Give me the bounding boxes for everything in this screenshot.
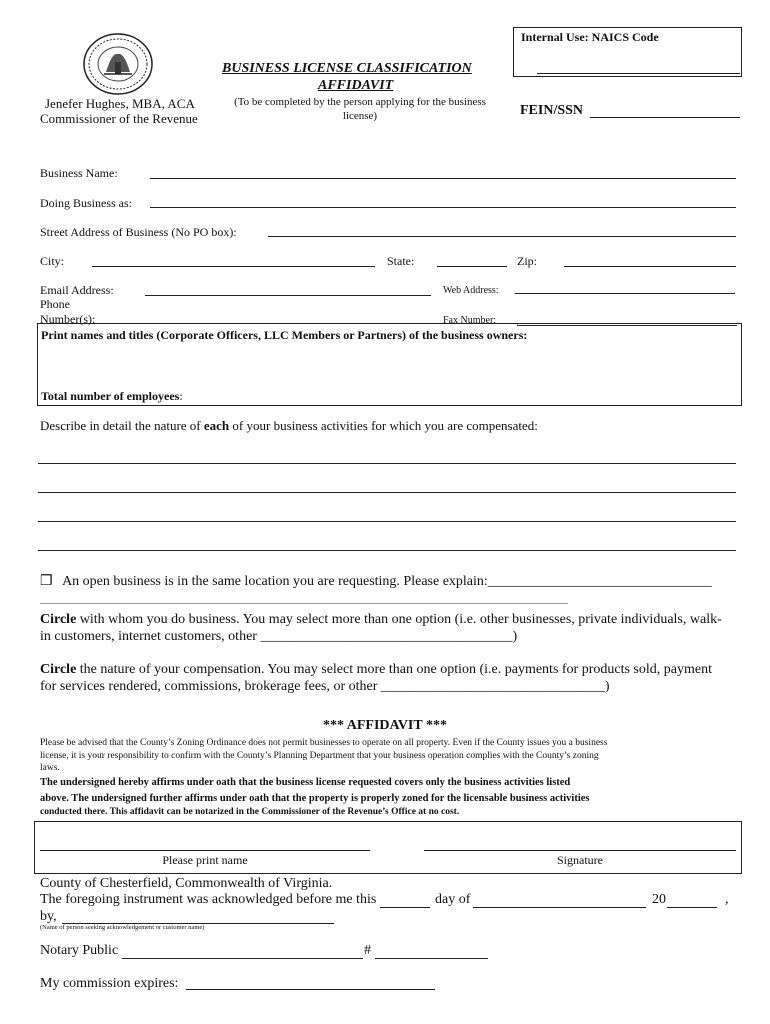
describe-pre: Describe in detail the nature of bbox=[40, 418, 204, 433]
circle-nature-bold: Circle bbox=[40, 662, 77, 677]
ack-year-input[interactable] bbox=[667, 907, 717, 908]
circle-nature-text1: the nature of your compensation. You may select more than one option (i.e. payments for products sold, payment bbox=[76, 662, 712, 677]
describe-each: each bbox=[203, 418, 230, 433]
form-title-line2: AFFIDAVIT bbox=[318, 78, 394, 93]
explain-dashes[interactable]: ________________________________________________________________________________________________ bbox=[40, 593, 568, 605]
web-input[interactable] bbox=[515, 293, 735, 294]
zip-label: Zip: bbox=[517, 254, 537, 268]
city-input[interactable] bbox=[92, 266, 375, 267]
business-name-input[interactable] bbox=[150, 178, 736, 179]
ack-day-input[interactable] bbox=[380, 907, 430, 908]
day-of-text: day of bbox=[435, 892, 471, 907]
employees-text: Total number of employees bbox=[41, 389, 180, 403]
employees-label bbox=[41, 389, 183, 404]
state-input[interactable] bbox=[437, 266, 507, 267]
circle-with-text1: with whom you do business. You may select more than one option (i.e. other businesses, private individuals, walk- bbox=[76, 612, 722, 627]
county-line: County of Chesterfield, Commonwealth of Virginia. bbox=[40, 876, 333, 891]
email-input[interactable] bbox=[145, 295, 431, 296]
year-comma: , bbox=[725, 892, 729, 907]
phone-label-1: Phone bbox=[40, 297, 70, 311]
circle-nature-line1 bbox=[40, 662, 712, 678]
zip-input[interactable] bbox=[564, 266, 736, 267]
naics-label: Internal Use: NAICS Code bbox=[521, 30, 659, 44]
notary-hash: # bbox=[364, 943, 371, 958]
describe-line-3[interactable] bbox=[38, 521, 736, 522]
commissioner-title: Commissioner of the Revenue bbox=[40, 111, 198, 126]
business-name-label: Business Name: bbox=[40, 166, 118, 180]
affidavit-p1-l2: license, it is your responsibility to confirm with the County’s Planning Department that your business operation complies with the County’s zoning bbox=[40, 751, 599, 761]
naics-input[interactable] bbox=[537, 73, 740, 74]
city-label: City: bbox=[40, 254, 65, 268]
open-business-text: An open business is in the same location you are requesting. Please explain:________________________________ bbox=[62, 574, 712, 589]
year-prefix: 20 bbox=[652, 892, 666, 907]
state-label: State: bbox=[387, 254, 415, 268]
affidavit-p2-l3: conducted there. This affidavit can be notarized in the Commissioner of the Revenue’s Office at no cost. bbox=[40, 807, 460, 817]
phone-label-2: Number(s): bbox=[40, 312, 96, 326]
notary-number-input[interactable] bbox=[375, 958, 488, 959]
circle-with-line1 bbox=[40, 612, 722, 628]
commission-expires-input[interactable] bbox=[186, 989, 435, 990]
affidavit-p1-l3: laws. bbox=[40, 763, 60, 773]
notary-public-input[interactable] bbox=[122, 958, 363, 959]
owners-heading: Print names and titles (Corporate Officers, LLC Members or Partners) of the business owners: bbox=[41, 328, 528, 342]
employees-colon: : bbox=[179, 389, 183, 403]
print-name-input[interactable] bbox=[40, 850, 370, 851]
open-business-row bbox=[40, 573, 712, 590]
print-name-label: Please print name bbox=[162, 853, 248, 867]
email-label: Email Address: bbox=[40, 283, 114, 297]
commission-expires-label: My commission expires: bbox=[40, 976, 179, 991]
describe-label bbox=[40, 418, 538, 434]
form-title-line1: BUSINESS LICENSE CLASSIFICATION bbox=[222, 61, 472, 76]
signature-input[interactable] bbox=[424, 850, 736, 851]
circle-nature-line2: for services rendered, commissions, brokerage fees, or other ________________________________) bbox=[40, 679, 610, 694]
county-seal-icon bbox=[82, 32, 154, 96]
street-address-label: Street Address of Business (No PO box): bbox=[40, 225, 237, 239]
dba-input[interactable] bbox=[150, 207, 736, 208]
circle-with-bold: Circle bbox=[40, 612, 77, 627]
circle-with-line2: in customers, internet customers, other ____________________________________) bbox=[40, 629, 518, 644]
describe-line-2[interactable] bbox=[38, 492, 736, 493]
open-business-checkbox[interactable]: ❒ bbox=[40, 574, 53, 589]
affidavit-heading: *** AFFIDAVIT *** bbox=[323, 718, 447, 733]
street-address-input[interactable] bbox=[268, 236, 736, 237]
commissioner-name: Jenefer Hughes, MBA, ACA bbox=[45, 96, 195, 111]
signature-label: Signature bbox=[557, 853, 603, 867]
fein-input[interactable] bbox=[590, 117, 740, 118]
affidavit-p2-l1: The undersigned hereby affirms under oath that the business license requested covers only the business activities listed bbox=[40, 777, 571, 788]
describe-line-1[interactable] bbox=[38, 463, 736, 464]
form-subtitle: (To be completed by the person applying for the business license) bbox=[234, 96, 486, 122]
ack-month-input[interactable] bbox=[473, 907, 646, 908]
web-label: Web Address: bbox=[443, 285, 499, 296]
ack-text: The foregoing instrument was acknowledged before me this bbox=[40, 892, 377, 907]
by-label: by, bbox=[40, 909, 57, 924]
name-note: (Name of person seeking acknowledgement or customer name) bbox=[40, 924, 205, 931]
fax-label: Fax Number: bbox=[443, 315, 497, 326]
fein-label: FEIN/SSN bbox=[520, 103, 584, 118]
affidavit-p1-l1: Please be advised that the County’s Zoning Ordinance does not permit businesses to operate on all property. Even if the County issues you a business bbox=[40, 738, 608, 748]
notary-public-label: Notary Public bbox=[40, 943, 119, 958]
dba-label: Doing Business as: bbox=[40, 196, 133, 210]
describe-post: of your business activities for which you are compensated: bbox=[229, 418, 538, 433]
affidavit-p2-l2: above. The undersigned further affirms under oath that the property is properly zoned for the licensable business activities bbox=[40, 793, 590, 804]
describe-line-4[interactable] bbox=[38, 550, 736, 551]
